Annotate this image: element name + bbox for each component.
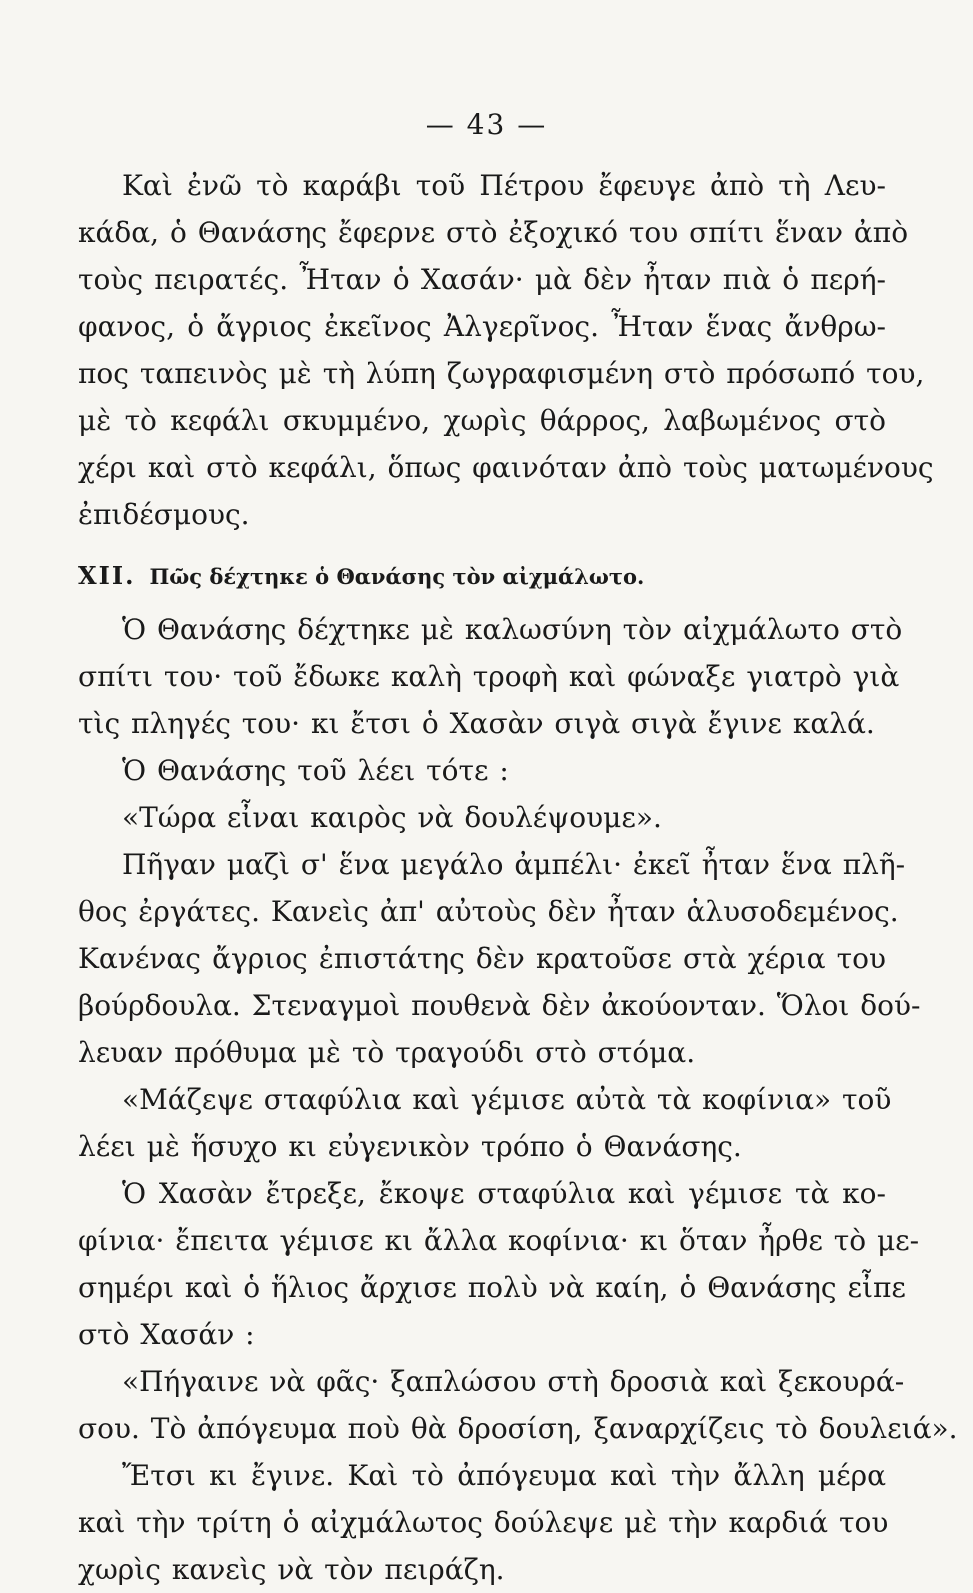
text-line: ἐπιδέσμους. (78, 498, 250, 531)
text-line: σπίτι του· τοῦ ἔδωκε καλὴ τροφὴ καὶ φώναξε γιατρὸ γιὰ (78, 660, 900, 693)
text-line: «Τώρα εἶναι καιρὸς νὰ δουλέψουμε». (122, 801, 662, 834)
text-line: στὸ Χασάν : (78, 1318, 255, 1351)
text-line: σου. Τὸ ἀπόγευμα ποὺ θὰ δροσίση, ξαναρχίζεις τὸ δουλειά». (78, 1412, 958, 1445)
paragraph-7 (78, 1170, 920, 1358)
text-line: Πῆγαν μαζὶ σ' ἕνα μεγάλο ἀμπέλι· ἐκεῖ ἦταν ἕνα πλῆ- (122, 848, 906, 881)
text-line: καὶ τὴν τρίτη ὁ αἰχμάλωτος δούλεψε μὲ τὴν καρδιά του (78, 1506, 889, 1539)
text-line: χέρι καὶ στὸ κεφάλι, ὅπως φαινόταν ἀπὸ τοὺς ματωμένους (78, 451, 934, 484)
page-body (78, 162, 958, 1593)
text-line: φίνια· ἔπειτα γέμισε κι ἄλλα κοφίνια· κι ὅταν ἦρθε τὸ με- (78, 1224, 920, 1257)
text-line: τοὺς πειρατές. Ἦταν ὁ Χασάν· μὰ δὲν ἦταν πιὰ ὁ περή- (78, 263, 886, 296)
paragraph-5 (78, 841, 921, 1076)
paragraph-4 (78, 794, 886, 841)
section-heading (78, 538, 886, 606)
text-line: μὲ τὸ κεφάλι σκυμμένο, χωρὶς θάρρος, λαβωμένος στὸ (78, 404, 886, 437)
text-line: βούρδουλα. Στεναγμοὶ πουθενὰ δὲν ἀκούονταν. Ὅλοι δού- (78, 989, 921, 1022)
paragraph-6 (78, 1076, 892, 1170)
section-title: Πῶς δέχτηκε ὁ Θανάσης τὸν αἰχμάλωτο. (149, 564, 645, 589)
text-line: Ὁ Χασὰν ἔτρεξε, ἔκοψε σταφύλια καὶ γέμισε τὰ κο- (122, 1177, 886, 1210)
page-number: — 43 — (425, 108, 548, 141)
text-line: λευαν πρόθυμα μὲ τὸ τραγούδι στὸ στόμα. (78, 1036, 696, 1069)
paragraph-1 (78, 162, 934, 538)
text-line: λέει μὲ ἥσυχο κι εὐγενικὸν τρόπο ὁ Θανάσης. (78, 1130, 742, 1163)
paragraph-9 (78, 1452, 889, 1593)
text-line: κάδα, ὁ Θανάσης ἔφερνε στὸ ἐξοχικό του σπίτι ἕναν ἀπὸ (78, 216, 909, 249)
section-number: XII. (78, 561, 136, 590)
text-line: «Μάζεψε σταφύλια καὶ γέμισε αὐτὰ τὰ κοφίνια» τοῦ (122, 1083, 892, 1116)
text-line: Ὁ Θανάσης τοῦ λέει τότε : (122, 754, 509, 787)
text-line: σημέρι καὶ ὁ ἥλιος ἄρχισε πολὺ νὰ καίη, ὁ Θανάσης εἶπε (78, 1271, 906, 1304)
paragraph-3 (78, 747, 886, 794)
paragraph-8 (78, 1358, 958, 1452)
text-line: θος ἐργάτες. Κανεὶς ἀπ' αὐτοὺς δὲν ἦταν ἁλυσοδεμένος. (78, 895, 899, 928)
text-line: τὶς πληγές του· κι ἔτσι ὁ Χασὰν σιγὰ σιγὰ ἔγινε καλά. (78, 707, 875, 740)
text-line: Κανένας ἄγριος ἐπιστάτης δὲν κρατοῦσε στὰ χέρια του (78, 942, 886, 975)
text-line: Ἔτσι κι ἔγινε. Καὶ τὸ ἀπόγευμα καὶ τὴν ἄλλη μέρα (122, 1459, 886, 1492)
text-line: φανος, ὁ ἄγριος ἐκεῖνος Ἀλγερῖνος. Ἦταν ἕνας ἄνθρω- (78, 310, 886, 343)
text-line: Ὁ Θανάσης δέχτηκε μὲ καλωσύνη τὸν αἰχμάλωτο στὸ (122, 613, 903, 646)
paragraph-2 (78, 606, 903, 747)
text-line: Καὶ ἐνῶ τὸ καράβι τοῦ Πέτρου ἔφευγε ἀπὸ τὴ Λευ- (122, 169, 886, 202)
text-line: χωρὶς κανεὶς νὰ τὸν πειράζη. (78, 1553, 505, 1586)
text-line: πος ταπεινὸς μὲ τὴ λύπη ζωγραφισμένη στὸ πρόσωπό του, (78, 357, 925, 390)
text-line: «Πήγαινε νὰ φᾶς· ξαπλώσου στὴ δροσιὰ καὶ ξεκουρά- (122, 1365, 905, 1398)
